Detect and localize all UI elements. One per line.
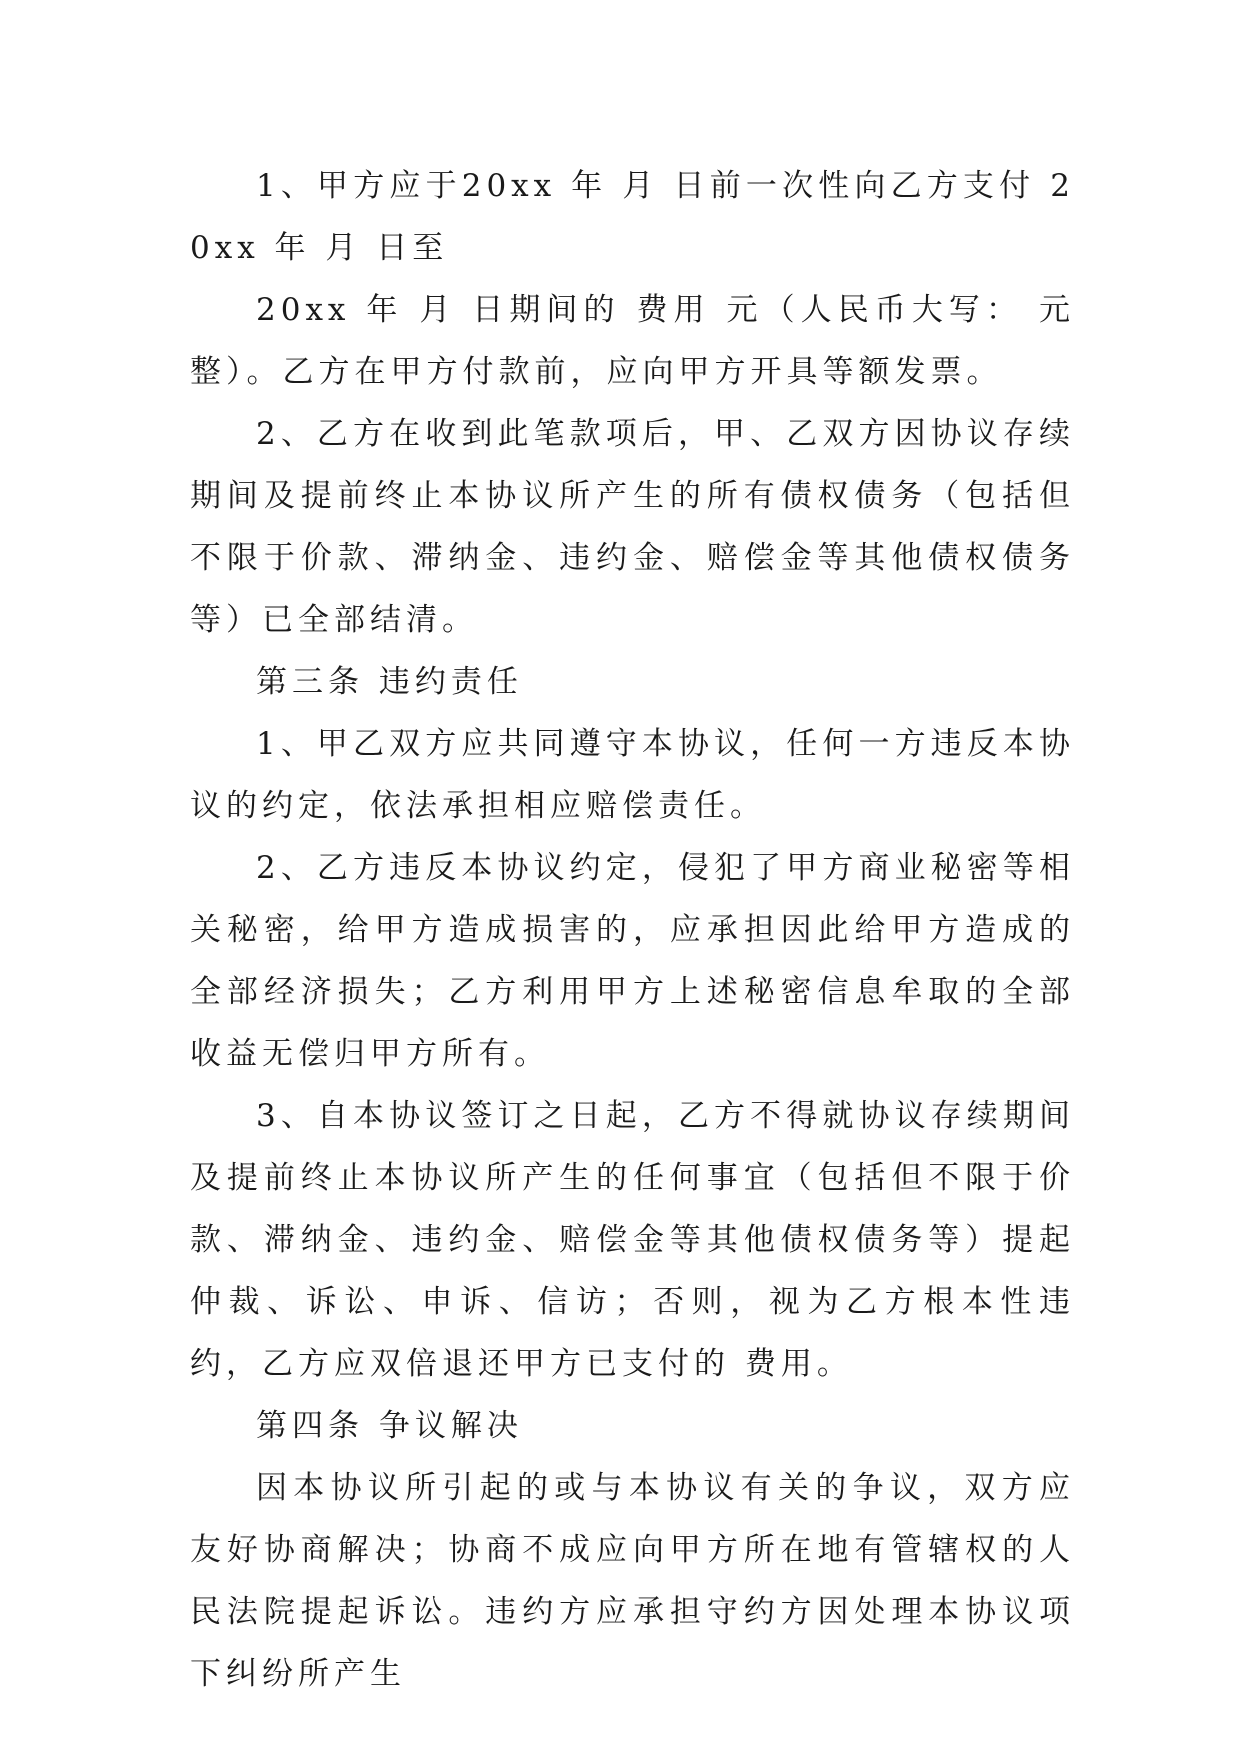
paragraph-settlement: 2、乙方在收到此笔款项后，甲、乙双方因协议存续期间及提前终止本协议所产生的所有债权债务（包括但不限于价款、滞纳金、违约金、赔偿金等其他债权债务等）已全部结清。	[190, 416, 1075, 638]
paragraph-payment-period: 20xx 年 月 日期间的 费用 元（人民币大写： 元整）。乙方在甲方付款前，应向甲方开具等额发票。	[190, 292, 1075, 390]
heading-article-4: 第四条 争议解决	[256, 1408, 523, 1444]
paragraph-dispute-resolution: 因本协议所引起的或与本协议有关的争议，双方应友好协商解决；协商不成应向甲方所在地有管辖权的人民法院提起诉讼。违约方应承担守约方因处理本协议项下纠纷所产生	[190, 1470, 1075, 1692]
paragraph-compliance: 1、甲乙双方应共同遵守本协议，任何一方违反本协议的约定，依法承担相应赔偿责任。	[190, 726, 1075, 824]
paragraph-confidentiality: 2、乙方违反本协议约定，侵犯了甲方商业秘密等相关秘密，给甲方造成损害的，应承担因此给甲方造成的全部经济损失；乙方利用甲方上述秘密信息牟取的全部收益无偿归甲方所有。	[190, 850, 1075, 1072]
paragraph-payment-clause: 1、甲方应于20xx 年 月 日前一次性向乙方支付 20xx 年 月 日至	[190, 168, 1075, 266]
heading-article-3: 第三条 违约责任	[256, 664, 523, 700]
paragraph-no-claims: 3、自本协议签订之日起，乙方不得就协议存续期间及提前终止本协议所产生的任何事宜（包括但不限于价款、滞纳金、违约金、赔偿金等其他债权债务等）提起仲裁、诉讼、申诉、信访；否则，视为乙方根本性违约，乙方应双倍退还甲方已支付的 费用。	[190, 1098, 1075, 1382]
document-body	[190, 155, 1075, 1705]
